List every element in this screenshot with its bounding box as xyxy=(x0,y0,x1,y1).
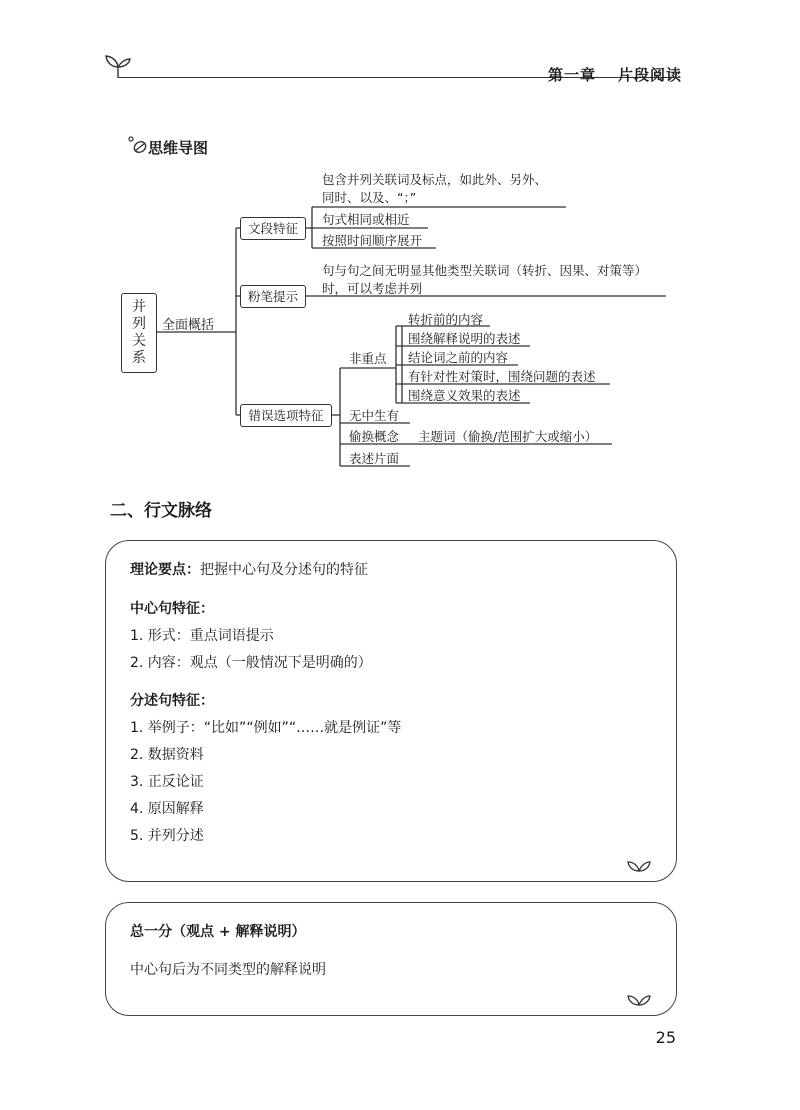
center-title: 中心句特征： xyxy=(130,601,214,617)
node-cuowu xyxy=(240,404,332,427)
theory-line xyxy=(130,559,368,579)
node-wenduan-label: 文段特征 xyxy=(247,221,298,236)
wenduan-item2: 句式相同或相近 xyxy=(322,212,410,227)
center-item: 2. 内容：观点（一般情况下是明确的） xyxy=(130,655,372,671)
wzsy-label: 无中生有 xyxy=(349,408,400,423)
fzd-item: 围绕意义效果的表述 xyxy=(408,388,521,403)
center-item: 1. 形式：重点词语提示 xyxy=(130,628,274,644)
node-fenbi xyxy=(240,285,306,308)
fzd-item: 有针对性对策时，围绕问题的表述 xyxy=(408,369,596,384)
detail-item: 3. 正反论证 xyxy=(130,774,204,790)
node-wenduan xyxy=(240,217,306,240)
thgn-detail: 主题词（偷换/范围扩大或缩小） xyxy=(418,429,598,444)
theory-card xyxy=(105,540,677,882)
chapter-section: 片段阅读 xyxy=(617,66,682,84)
fenbi-line1: 句与句之间无明显其他类型关联词（转折、因果、对策等） xyxy=(322,263,648,278)
section-heading: 二、行文脉络 xyxy=(110,501,212,521)
summary-text: 中心句后为不同类型的解释说明 xyxy=(130,962,326,978)
summary-title: 总一分（观点 + 解释说明） xyxy=(130,924,306,940)
detail-title: 分述句特征： xyxy=(130,693,214,709)
page-number: 25 xyxy=(655,1028,676,1047)
theory-label: 理论要点： xyxy=(130,562,200,578)
wenduan-item1-line1: 包含并列关联词及标点，如此外、另外、 xyxy=(322,172,548,187)
fenbi-line2: 时，可以考虑并列 xyxy=(322,281,423,296)
node-fenbi-label: 粉笔提示 xyxy=(247,289,298,304)
theory-text: 把握中心句及分述句的特征 xyxy=(200,562,368,578)
thgn-label: 偷换概念 xyxy=(349,429,400,444)
detail-item: 5. 并列分述 xyxy=(130,828,204,844)
wenduan-item1-line2: 同时、以及、“；” xyxy=(322,190,417,205)
mindmap-root-node xyxy=(121,293,157,373)
detail-item: 1. 举例子：“比如”“例如”“……就是例证”等 xyxy=(130,720,402,736)
detail-item: 4. 原因解释 xyxy=(130,801,204,817)
detail-item: 2. 数据资料 xyxy=(130,747,204,763)
chapter-number: 第一章 xyxy=(547,66,596,84)
fzd-label: 非重点 xyxy=(349,351,387,366)
mindmap-title: 思维导图 xyxy=(148,139,209,157)
wenduan-item3: 按照时间顺序展开 xyxy=(322,233,423,248)
fzd-item: 结论词之前的内容 xyxy=(408,350,509,365)
summary-card xyxy=(105,902,677,1016)
node-cuowu-label: 错误选项特征 xyxy=(248,408,324,423)
hub-label: 全面概括 xyxy=(162,318,215,333)
sprout-icon xyxy=(626,859,652,873)
fzd-item: 围绕解释说明的表述 xyxy=(408,331,521,346)
sprout-icon xyxy=(626,993,652,1007)
fzd-item: 转折前的内容 xyxy=(408,312,484,327)
bspm-label: 表述片面 xyxy=(349,451,400,466)
root-label: 并列关系 xyxy=(132,299,146,366)
